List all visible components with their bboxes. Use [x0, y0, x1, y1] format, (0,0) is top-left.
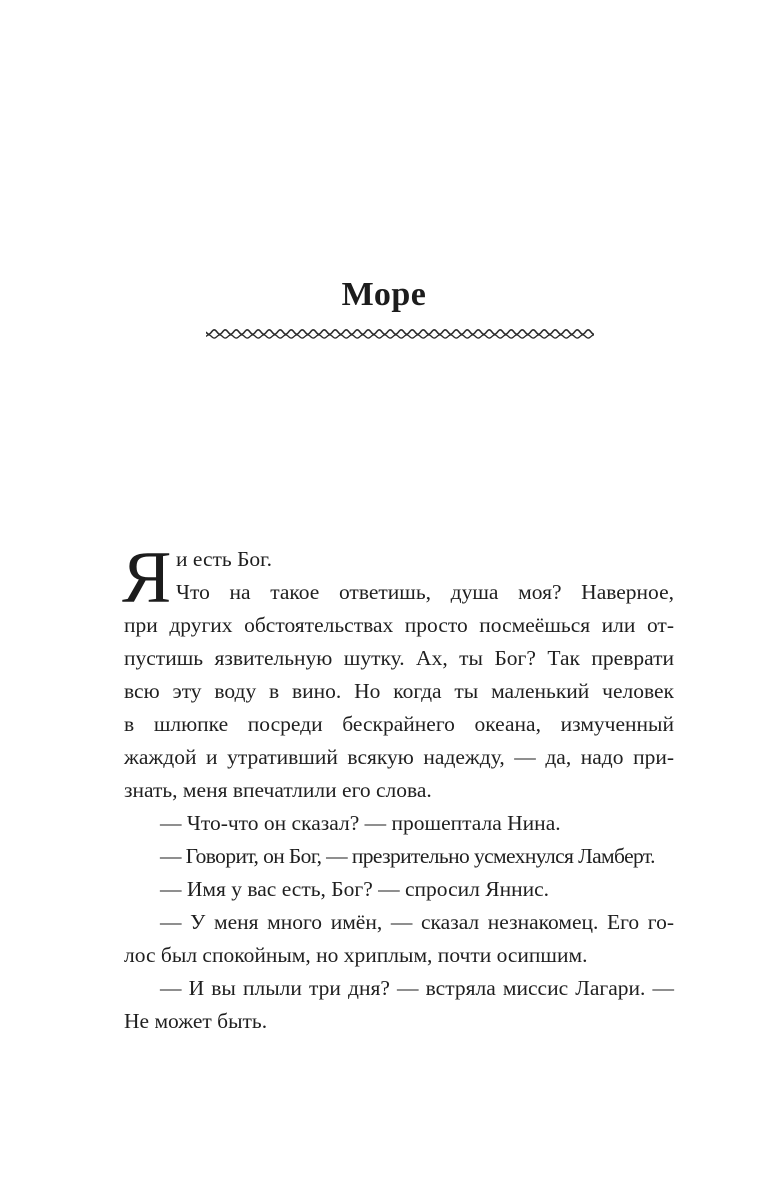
text-line: и есть Бог.	[176, 547, 272, 571]
dialogue-line: — Что-что он сказал? — прошептала Нина.	[160, 811, 561, 835]
dialogue-line: — Говорит, он Бог, — презрительно усмехнулся Ламберт.	[160, 844, 655, 868]
chapter-body	[122, 537, 674, 1038]
text-line: при других обстоятельствах просто посмеёшься или от-	[124, 613, 674, 637]
dialogue-line: — У меня много имён, — сказал незнакомец. Его го-	[160, 910, 674, 934]
dialogue-line: — И вы плыли три дня? — встряла миссис Лагари. —	[160, 976, 674, 1000]
text-line: жаждой и утративший всякую надежду, — да, надо при-	[124, 745, 674, 769]
wave-divider	[206, 327, 594, 341]
chapter-title: Море	[341, 276, 427, 313]
text-line: лос был спокойным, но хриплым, почти осипшим.	[124, 943, 588, 967]
text-line: всю эту воду в вино. Но когда ты маленький человек	[124, 679, 674, 703]
text-line: пустишь язвительную шутку. Ах, ты Бог? Так преврати	[124, 646, 674, 670]
drop-cap: Я	[122, 537, 172, 619]
text-line: Не может быть.	[124, 1009, 268, 1033]
text-line: в шлюпке посреди бескрайнего океана, измученный	[124, 712, 674, 736]
text-line: Что на такое ответишь, душа моя? Наверное,	[176, 580, 674, 604]
text-line: знать, меня впечатлили его слова.	[124, 778, 432, 802]
dialogue-line: — Имя у вас есть, Бог? — спросил Яннис.	[160, 877, 550, 901]
